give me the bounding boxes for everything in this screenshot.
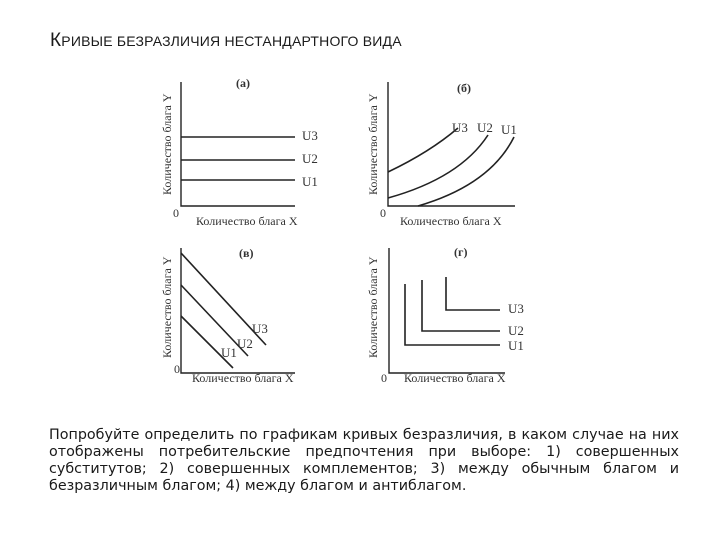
question-text: Попробуйте определить по графикам кривых безразличия, в каком случае на них отображены потребительские предпочтения при выборе: 1) совершенных субститутов; 2) совершенных комплементов; 3) между обычным благом и безразличным благом; 4) между благом и антиблагом. [49, 427, 679, 494]
panel-g-u2-label: U2 [508, 323, 524, 338]
panel-v-u2-label: U2 [237, 336, 253, 351]
panel-g-curve-u3 [446, 277, 500, 310]
panel-g-label: (г) [454, 245, 468, 259]
panel-b-curve-u3 [388, 128, 458, 172]
panel-a-origin: 0 [173, 206, 179, 220]
panel-b-u3-label: U3 [452, 120, 468, 135]
panel-g-x-axis-label: Количество блага X [404, 371, 506, 385]
panel-b [366, 81, 517, 228]
panel-v-label: (в) [239, 246, 254, 260]
panel-g-u3-label: U3 [508, 301, 524, 316]
panel-a-u1-label: U1 [302, 174, 318, 189]
panel-v-curve-u1 [181, 316, 233, 368]
panel-v-u1-label: U1 [221, 345, 237, 360]
panel-b-origin: 0 [380, 206, 386, 220]
panel-g-y-axis-label: Количество блага Y [366, 256, 380, 358]
panel-v-y-axis-label: Количество блага Y [160, 256, 174, 358]
panel-a-x-axis-label: Количество блага X [196, 214, 298, 228]
panel-v-x-axis-label: Количество блага X [192, 371, 294, 385]
panel-b-label: (б) [457, 81, 471, 95]
panel-b-u2-label: U2 [477, 120, 493, 135]
panel-a [160, 76, 318, 228]
panel-b-y-axis-label: Количество блага Y [366, 93, 380, 195]
panel-v-axes [181, 248, 295, 373]
panel-g-origin: 0 [381, 371, 387, 385]
panel-b-u1-label: U1 [501, 122, 517, 137]
panel-v [160, 246, 295, 385]
panel-v-u3-label: U3 [252, 321, 268, 336]
panel-g [366, 245, 524, 385]
title-rest: РИВЫЕ БЕЗРАЗЛИЧИЯ НЕСТАНДАРТНОГО ВИДА [61, 33, 402, 49]
panel-g-u1-label: U1 [508, 338, 524, 353]
panel-g-curve-u2 [422, 280, 500, 331]
panel-a-axes [181, 82, 295, 206]
panel-b-axes [388, 82, 515, 206]
panel-a-y-axis-label: Количество блага Y [160, 93, 174, 195]
panel-b-curve-u2 [388, 135, 488, 198]
panel-a-label: (а) [236, 76, 250, 90]
panel-g-curve-u1 [405, 284, 500, 345]
panel-a-u2-label: U2 [302, 151, 318, 166]
panel-b-x-axis-label: Количество блага X [400, 214, 502, 228]
panel-v-origin: 0 [174, 362, 180, 376]
panel-a-u3-label: U3 [302, 128, 318, 143]
title-first-letter: К [50, 30, 62, 51]
